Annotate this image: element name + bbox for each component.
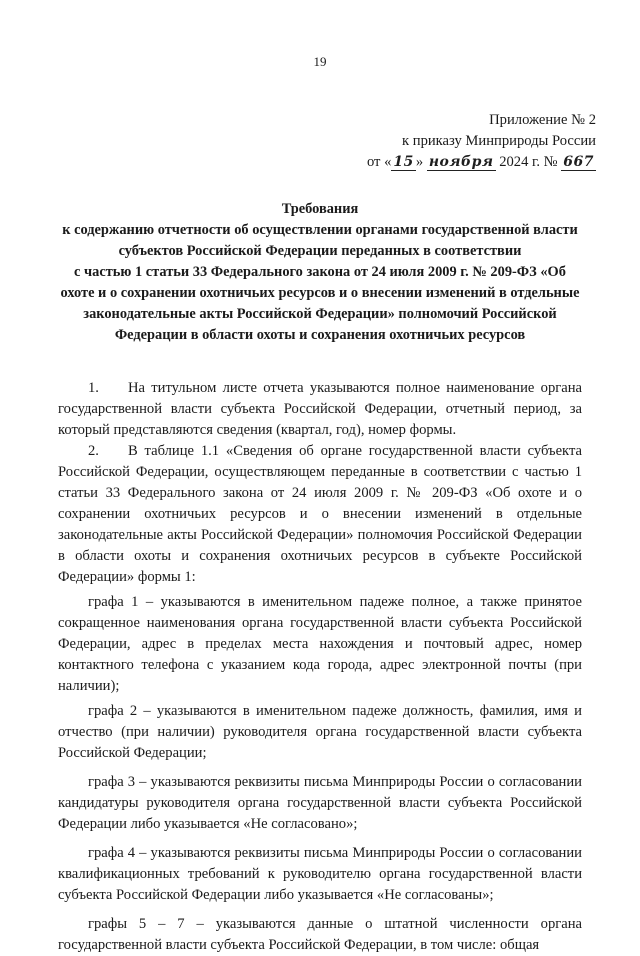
title-heading: Требования — [281, 201, 359, 217]
title-line: субъектов Российской Федерации переданных в соответствии — [118, 243, 522, 259]
column-4-description: графа 4 – указываются реквизиты письма Минприроды России о согласовании квалификационных требований к руководителю органа государственной власти субъекта Российской Федерации либо указывается «Не согласованы»; — [58, 845, 582, 903]
document-body — [58, 378, 582, 956]
appendix-header — [276, 110, 596, 173]
title-line: с частью 1 статьи 33 Федерального закона от 24 июля 2009 г. № 209-ФЗ «Об — [74, 264, 566, 280]
paragraph-number: 1. — [88, 380, 99, 396]
paragraph-number: 2. — [88, 443, 99, 459]
date-month-handwritten: ноября — [428, 154, 494, 170]
title-line: к содержанию отчетности об осуществлении органами государственной власти — [62, 222, 578, 238]
appendix-order-ref: к приказу Минприроды России — [402, 133, 596, 149]
appendix-title: Приложение № 2 — [489, 112, 596, 128]
title-line: охоте и о сохранении охотничьих ресурсов и о внесении изменений в отдельные — [60, 285, 580, 301]
date-prefix: от « — [366, 154, 392, 170]
appendix-date-line — [276, 152, 596, 173]
paragraph-text: На титульном листе отчета указываются полное наименование органа государственной власти субъекта Российской Федерации, отчетный период, за который представляются сведения (квартал, год), номер формы. — [58, 380, 582, 438]
columns-5-7-description: графы 5 – 7 – указываются данные о штатной численности органа государственной власти субъекта Российской Федерации, в том числе: общая — [58, 916, 582, 953]
order-number-handwritten: 667 — [563, 154, 594, 170]
page-number: 19 — [313, 54, 327, 69]
title-line: Федерации в области охоты и сохранения охотничьих ресурсов — [114, 327, 526, 343]
paragraph-2 — [58, 441, 582, 588]
title-line: законодательные акты Российской Федерации» полномочий Российской — [83, 306, 557, 322]
column-2-description: графа 2 – указываются в именительном падеже должность, фамилия, имя и отчество (при наличии) руководителя органа государственной власти субъекта Российской Федерации; — [58, 703, 582, 761]
paragraph-1 — [58, 378, 582, 441]
column-1-description: графа 1 – указываются в именительном падеже полное, а также принятое сокращенное наименования органа государственной власти субъекта Российской Федерации, адрес в пределах места нахождения и почтовый адрес, номер контактного телефона с указанием кода города, адрес электронной почты (при наличии); — [58, 594, 582, 694]
column-3-description: графа 3 – указываются реквизиты письма Минприроды России о согласовании кандидатуры руководителя органа государственной власти субъекта Российской Федерации либо указывается «Не согласовано»; — [58, 774, 582, 832]
date-mid: » — [415, 154, 424, 170]
document-title — [52, 199, 588, 346]
paragraph-text: В таблице 1.1 «Сведения об органе государственной власти субъекта Российской Федерации, осуществляющем переданные в соответствии с частью 1 статьи 33 Федерального закона от 24 июля 2009 г. № 209-ФЗ «Об охоте и о сохранении охотничьих ресурсов и о внесении изменений в отдельные законодательные акты Российской Федерации» полномочия Российской Федерации в области охоты и сохранения охотничьих ресурсов в субъекте Российской Федерации» формы 1: — [58, 443, 582, 585]
date-day-handwritten: 15 — [393, 154, 414, 170]
date-year: 2024 г. № — [499, 154, 558, 170]
